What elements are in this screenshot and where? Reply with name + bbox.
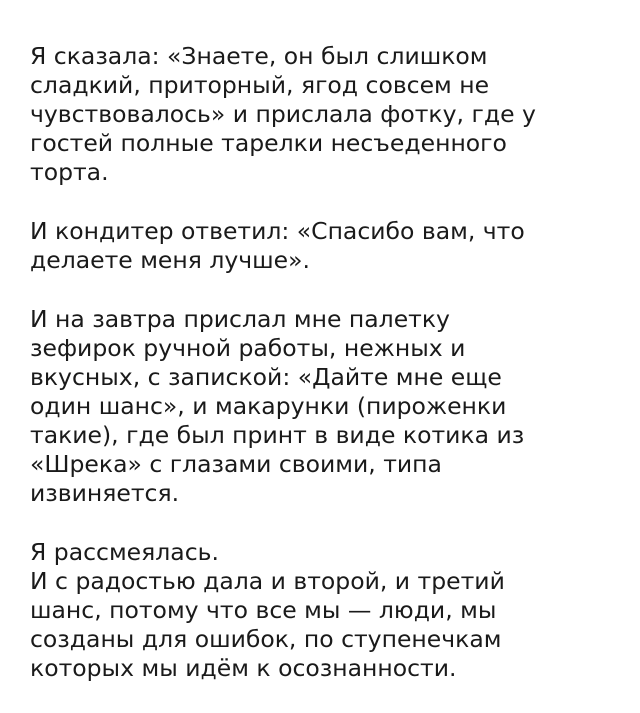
- text-line: созданы для ошибок, по ступенечкам: [30, 625, 502, 653]
- paragraph-1: [30, 42, 630, 187]
- text-line: гостей полные тарелки несъеденного: [30, 129, 507, 157]
- paragraph-3: [30, 305, 630, 508]
- text-line: один шанс», и макарунки (пироженки: [30, 392, 507, 420]
- text-line: вкусных, с запиской: «Дайте мне еще: [30, 363, 502, 391]
- text-line: Я сказала: «Знаете, он был слишком: [30, 42, 488, 70]
- text-line: шанс, потому что все мы — люди, мы: [30, 596, 497, 624]
- text-line: сладкий, приторный, ягод совсем не: [30, 71, 490, 99]
- paragraph-2: [30, 217, 630, 275]
- text-line: такие), где был принт в виде котика из: [30, 421, 525, 449]
- text-line: чувствовалось» и прислала фотку, где у: [30, 100, 536, 128]
- text-line: зефирок ручной работы, нежных и: [30, 334, 466, 362]
- story-text: [30, 42, 630, 683]
- text-line: И на завтра прислал мне палетку: [30, 305, 450, 333]
- text-line: извиняется.: [30, 479, 180, 507]
- text-line: которых мы идём к осознанности.: [30, 654, 457, 682]
- text-line: И с радостью дала и второй, и третий: [30, 567, 505, 595]
- paragraph-4: [30, 538, 630, 683]
- text-line: И кондитер ответил: «Спасибо вам, что: [30, 217, 525, 245]
- text-line: делаете меня лучше».: [30, 246, 310, 274]
- text-line: Я рассмеялась.: [30, 538, 219, 566]
- text-line: «Шрека» с глазами своими, типа: [30, 450, 442, 478]
- text-line: торта.: [30, 158, 109, 186]
